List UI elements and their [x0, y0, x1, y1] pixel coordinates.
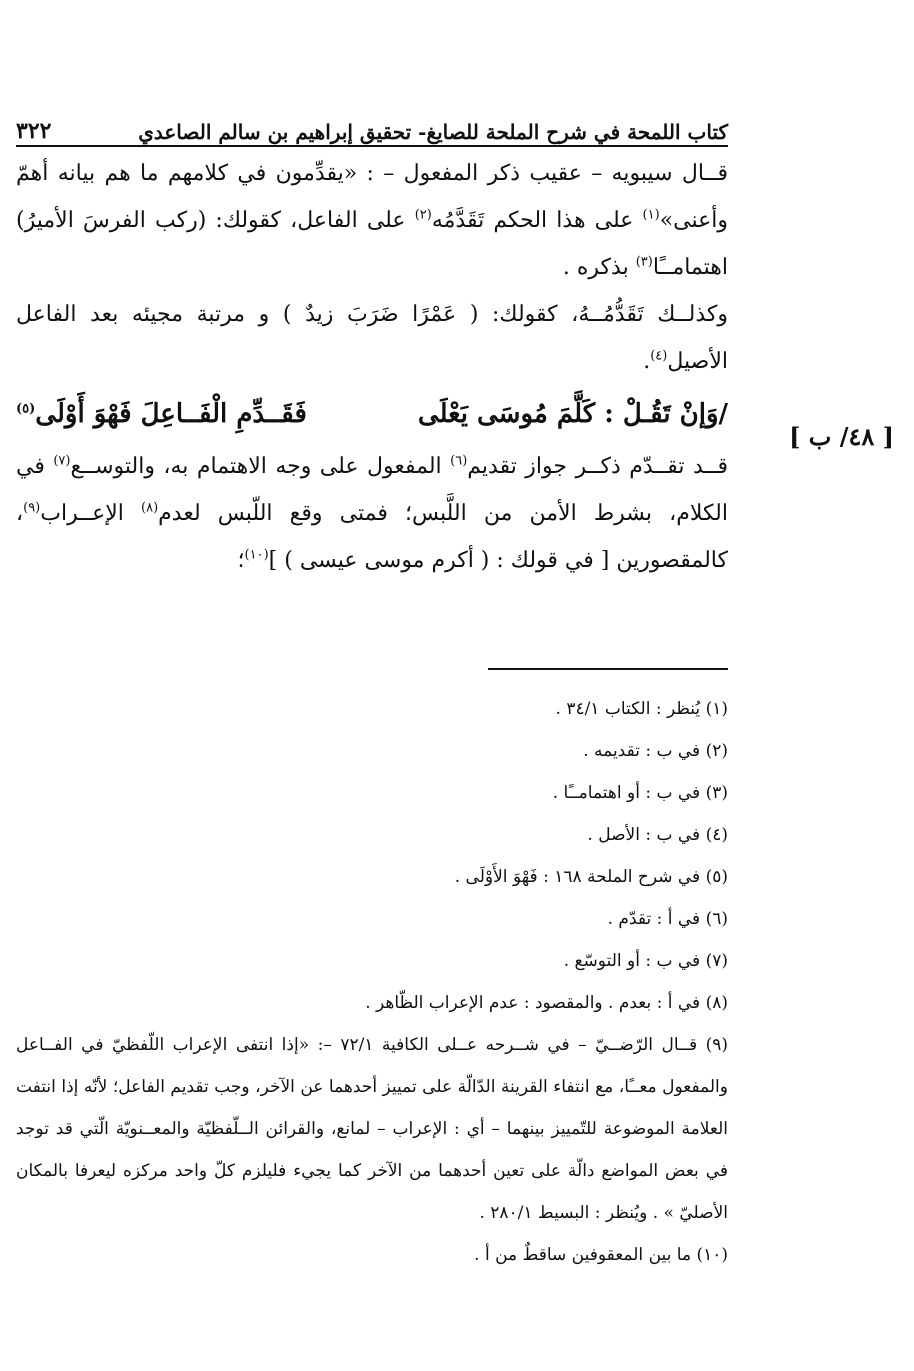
paragraph-1: قــال سيبويه – عقيب ذكر المفعول – : «يقدِّمون في كلامهم ما هم بيانه أهمّ وأعنى»$^{(١)}$ على هذا الحكم تَقَدَّمُه$^{(٢)}$ على الفاعل، كقولك: (ركب الفرسَ الأميرُ) اهتمامــًا$^{(٣)}$ بذكره . [16, 161, 728, 280]
footnote-2: (٢) في ب : تقديمه . [583, 741, 728, 761]
footnote-ref-1: (١) [642, 207, 660, 223]
footnote-ref-2: (٢) [414, 207, 432, 223]
footnote-ref-8: (٨) [141, 500, 159, 516]
footnote-4: (٤) في ب : الأصل . [587, 825, 728, 845]
main-text [16, 150, 728, 584]
footnote-separator [488, 668, 728, 670]
paragraph-3: قــد تقــدّم ذكــر جواز تقديم$^{(٦)}$ المفعول على وجه الاهتمام به، والتوســع$^{(٧)}$ في الكلام، بشرط الأمن من اللَّبس؛ فمتى وقع اللّبس لعدم$^{(٨)}$ الإعــراب$^{(٩)}$، كالمقصورين [ في قولك : ( أكرم موسى عيسى ) ]$^{(١٠)}$؛ [16, 453, 728, 573]
footnote-1: (١) يُنظر : الكتاب ٣٤/١ . [555, 699, 728, 719]
page-number: ٣٢٢ [16, 118, 52, 144]
footnote-ref-5: (٥) [16, 401, 36, 417]
manuscript-folio-marker: [ ٤٨/ ب ] [789, 422, 894, 451]
footnote-ref-6: (٦) [450, 453, 468, 469]
footnote-7: (٧) في ب : أو التوسّع . [563, 951, 728, 971]
footnote-ref-7: (٧) [53, 453, 71, 469]
verse-first-hemistich: /وَإنْ تَقُـلْ : كَلَّمَ مُوسَى يَعْلَى [417, 399, 728, 429]
footnote-ref-10: (١٠) [244, 547, 269, 563]
header-rule [16, 145, 728, 147]
footnote-ref-4: (٤) [650, 348, 668, 364]
footnote-6: (٦) في أ : تقدّم . [607, 909, 728, 929]
header-title: كتاب اللمحة في شرح الملحة للصايغ- تحقيق إبراهيم بن سالم الصاعدي [138, 120, 728, 144]
paragraph-2: وكذلــك تَقَدُّمُــهُ، كقولك: ( عَمْرًا ضَرَبَ زيدٌ ) و مرتبة مجيئه بعد الفاعل الأصيل$^{(٤)}$. [16, 302, 728, 374]
running-header [16, 100, 728, 144]
footnote-10: (١٠) ما بين المعقوفين ساقطٌ من أ . [474, 1245, 728, 1265]
footnote-5: (٥) في شرح الملحة ١٦٨ : فَهْوَ الأَوْلَى . [454, 867, 728, 887]
footnote-8: (٨) في أ : بعدم . والمقصود : عدم الإعراب الظّاهر . [365, 993, 728, 1013]
verse-second-hemistich: فَقَــدِّمِ الْفَــاعِلَ فَهْوَ أَوْلَى$^{(٥)}$ [16, 399, 307, 429]
footnote-ref-3: (٣) [635, 254, 653, 270]
footnotes [16, 688, 728, 1276]
footnote-ref-9: (٩) [23, 500, 41, 516]
verse-line [16, 389, 728, 439]
footnote-3: (٣) في ب : أو اهتمامــًا . [552, 783, 728, 803]
footnote-9: (٩) قــال الرّضــيّ – في شــرحه عــلى الكافية ٧٢/١ –: «إذا انتفى الإعراب اللّفظيّ في الفــاعل والمفعول معــًا، مع انتفاء القرينة الدّالّة على تمييز أحدهما عن الآخر، وجب تقديم الفاعل؛ لأنّه إذا انتفت العلامة الموضوعة للتّمييز بينهما – أي : الإعراب – لمانع، والقرائن الــلّفظيّة والمعــنويّة الّتي قد توجد في بعض المواضع دالّة على تعين أحدهما من الآخر كما يجيء فليلزم كلّ واحد مركزه ليعرفا بالمكان الأصليّ » . ويُنظر : البسيط ٢٨٠/١ . [16, 1035, 728, 1223]
